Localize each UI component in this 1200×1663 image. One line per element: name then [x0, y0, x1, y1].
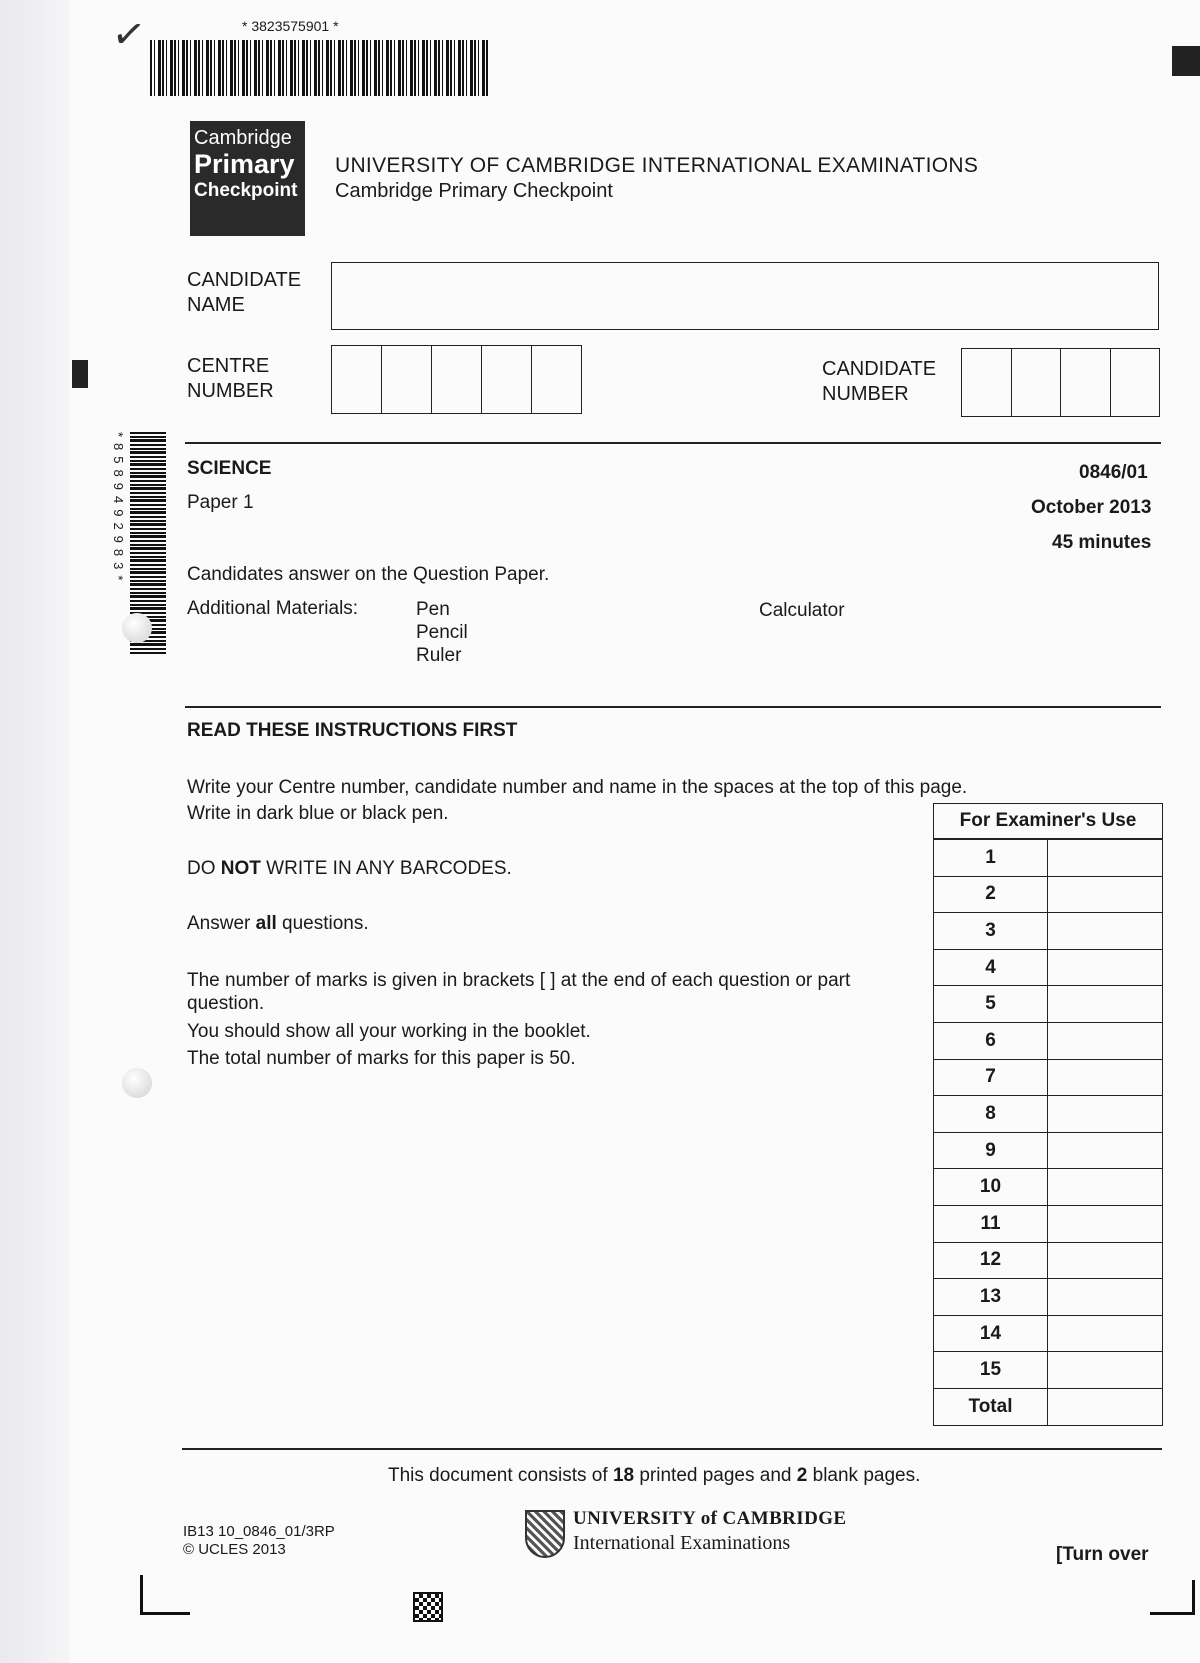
university-name: UNIVERSITY of CAMBRIDGE: [573, 1508, 847, 1529]
question-number: 7: [934, 1059, 1048, 1096]
materials-label: Additional Materials:: [187, 598, 359, 619]
divider: [185, 442, 1161, 444]
candidate-name-field[interactable]: [331, 262, 1159, 330]
mark-cell[interactable]: [1048, 1205, 1163, 1242]
logo-line-2: Primary: [194, 149, 295, 179]
top-barcode: [150, 40, 490, 96]
material-calculator: Calculator: [759, 600, 845, 621]
candidate-name-label: CANDIDATE NAME: [187, 269, 302, 316]
examiner-row: [934, 1059, 1163, 1096]
divider: [182, 1448, 1162, 1450]
mark-cell[interactable]: [1048, 986, 1163, 1023]
examiner-row: [934, 1096, 1163, 1133]
examiner-row: [934, 1315, 1163, 1352]
punch-hole: [122, 1068, 152, 1098]
question-number: 9: [934, 1132, 1048, 1169]
examiner-row: [934, 1352, 1163, 1389]
instruction-line: The total number of marks for this paper is 50.: [187, 1048, 576, 1069]
question-number: 10: [934, 1169, 1048, 1206]
mark-cell[interactable]: [1048, 1132, 1163, 1169]
mark-cell[interactable]: [1048, 913, 1163, 950]
exam-duration: 45 minutes: [1052, 532, 1152, 553]
examiner-row: [934, 1242, 1163, 1279]
barcode-warning: DO NOT WRITE IN ANY BARCODES.: [187, 858, 512, 879]
examiner-row: [934, 1022, 1163, 1059]
paper-number: Paper 1: [187, 492, 254, 513]
total-label: Total: [934, 1388, 1048, 1425]
materials-list: [416, 598, 468, 667]
examiner-row: [934, 1279, 1163, 1316]
total-mark-cell[interactable]: [1048, 1388, 1163, 1425]
instruction-line: Write your Centre number, candidate number and name in the spaces at the top of this page.: [187, 777, 968, 798]
instruction-line: question.: [187, 993, 265, 1014]
examiner-table-heading: For Examiner's Use: [933, 803, 1163, 839]
candidate-number-field[interactable]: [961, 348, 1160, 417]
examiner-total-row: [934, 1388, 1163, 1425]
material-item: Pencil: [416, 622, 468, 643]
mark-cell[interactable]: [1048, 876, 1163, 913]
page-tab-mark: [1172, 46, 1200, 76]
question-number: 1: [934, 840, 1048, 877]
material-item: Pen: [416, 599, 450, 620]
examiner-table: [933, 839, 1163, 1426]
organisation-title: UNIVERSITY OF CAMBRIDGE INTERNATIONAL EXAMINATIONS: [335, 154, 979, 177]
examiner-row: [934, 840, 1163, 877]
page-count-note: This document consists of 18 printed pages and 2 blank pages.: [388, 1465, 921, 1486]
question-number: 15: [934, 1352, 1048, 1389]
mark-cell[interactable]: [1048, 949, 1163, 986]
side-tab-mark: [72, 360, 88, 388]
corner-mark: [140, 1575, 190, 1615]
qr-code-icon: [413, 1592, 443, 1622]
subject-title: SCIENCE: [187, 458, 272, 479]
mark-cell[interactable]: [1048, 1022, 1163, 1059]
university-crest-icon: [525, 1510, 565, 1558]
punch-hole: [122, 613, 152, 643]
mark-cell[interactable]: [1048, 1315, 1163, 1352]
examiner-row: [934, 986, 1163, 1023]
logo-line-3: Checkpoint: [194, 179, 298, 201]
paper-code: 0846/01: [1079, 462, 1148, 483]
turn-over-note: [Turn over: [1056, 1544, 1149, 1565]
mark-cell[interactable]: [1048, 1352, 1163, 1389]
answer-all-instruction: Answer all questions.: [187, 913, 369, 934]
question-number: 14: [934, 1315, 1048, 1352]
cambridge-primary-logo: [190, 121, 305, 236]
document-reference: IB13 10_0846_01/3RP © UCLES 2013: [183, 1523, 335, 1558]
logo-line-1: Cambridge: [194, 127, 292, 149]
candidate-number-label: CANDIDATE NUMBER: [822, 358, 937, 405]
centre-number-field[interactable]: [331, 345, 582, 414]
instructions-heading: READ THESE INSTRUCTIONS FIRST: [187, 720, 518, 741]
instruction-line: Write in dark blue or black pen.: [187, 803, 449, 824]
question-number: 5: [934, 986, 1048, 1023]
question-number: 2: [934, 876, 1048, 913]
check-mark-icon: ✓: [108, 9, 149, 61]
mark-cell[interactable]: [1048, 1279, 1163, 1316]
mark-cell[interactable]: [1048, 1059, 1163, 1096]
instruction-line: The number of marks is given in brackets [ ] at the end of each question or part: [187, 970, 851, 991]
examiner-row: [934, 949, 1163, 986]
question-number: 6: [934, 1022, 1048, 1059]
material-item: Ruler: [416, 645, 462, 666]
question-number: 3: [934, 913, 1048, 950]
examiner-row: [934, 1205, 1163, 1242]
examiner-row: [934, 913, 1163, 950]
examiner-row: [934, 876, 1163, 913]
question-number: 11: [934, 1205, 1048, 1242]
examiner-row: [934, 1169, 1163, 1206]
university-subtitle: International Examinations: [573, 1532, 791, 1554]
question-number: 8: [934, 1096, 1048, 1133]
mark-cell[interactable]: [1048, 1096, 1163, 1133]
exam-session: October 2013: [1031, 497, 1152, 518]
mark-cell[interactable]: [1048, 1242, 1163, 1279]
centre-number-label: CENTRE NUMBER: [187, 355, 274, 402]
mark-cell[interactable]: [1048, 840, 1163, 877]
question-number: 4: [934, 949, 1048, 986]
page-edge-shadow: [0, 0, 70, 1663]
corner-mark: [1150, 1580, 1195, 1615]
programme-title: Cambridge Primary Checkpoint: [335, 180, 613, 202]
examiner-row: [934, 1132, 1163, 1169]
divider: [185, 706, 1161, 708]
answer-note: Candidates answer on the Question Paper.: [187, 564, 550, 585]
mark-cell[interactable]: [1048, 1169, 1163, 1206]
instruction-line: You should show all your working in the booklet.: [187, 1021, 591, 1042]
side-barcode-digits: *8589492983*: [111, 432, 126, 587]
serial-number: * 3823575901 *: [242, 18, 339, 34]
question-number: 13: [934, 1279, 1048, 1316]
question-number: 12: [934, 1242, 1048, 1279]
